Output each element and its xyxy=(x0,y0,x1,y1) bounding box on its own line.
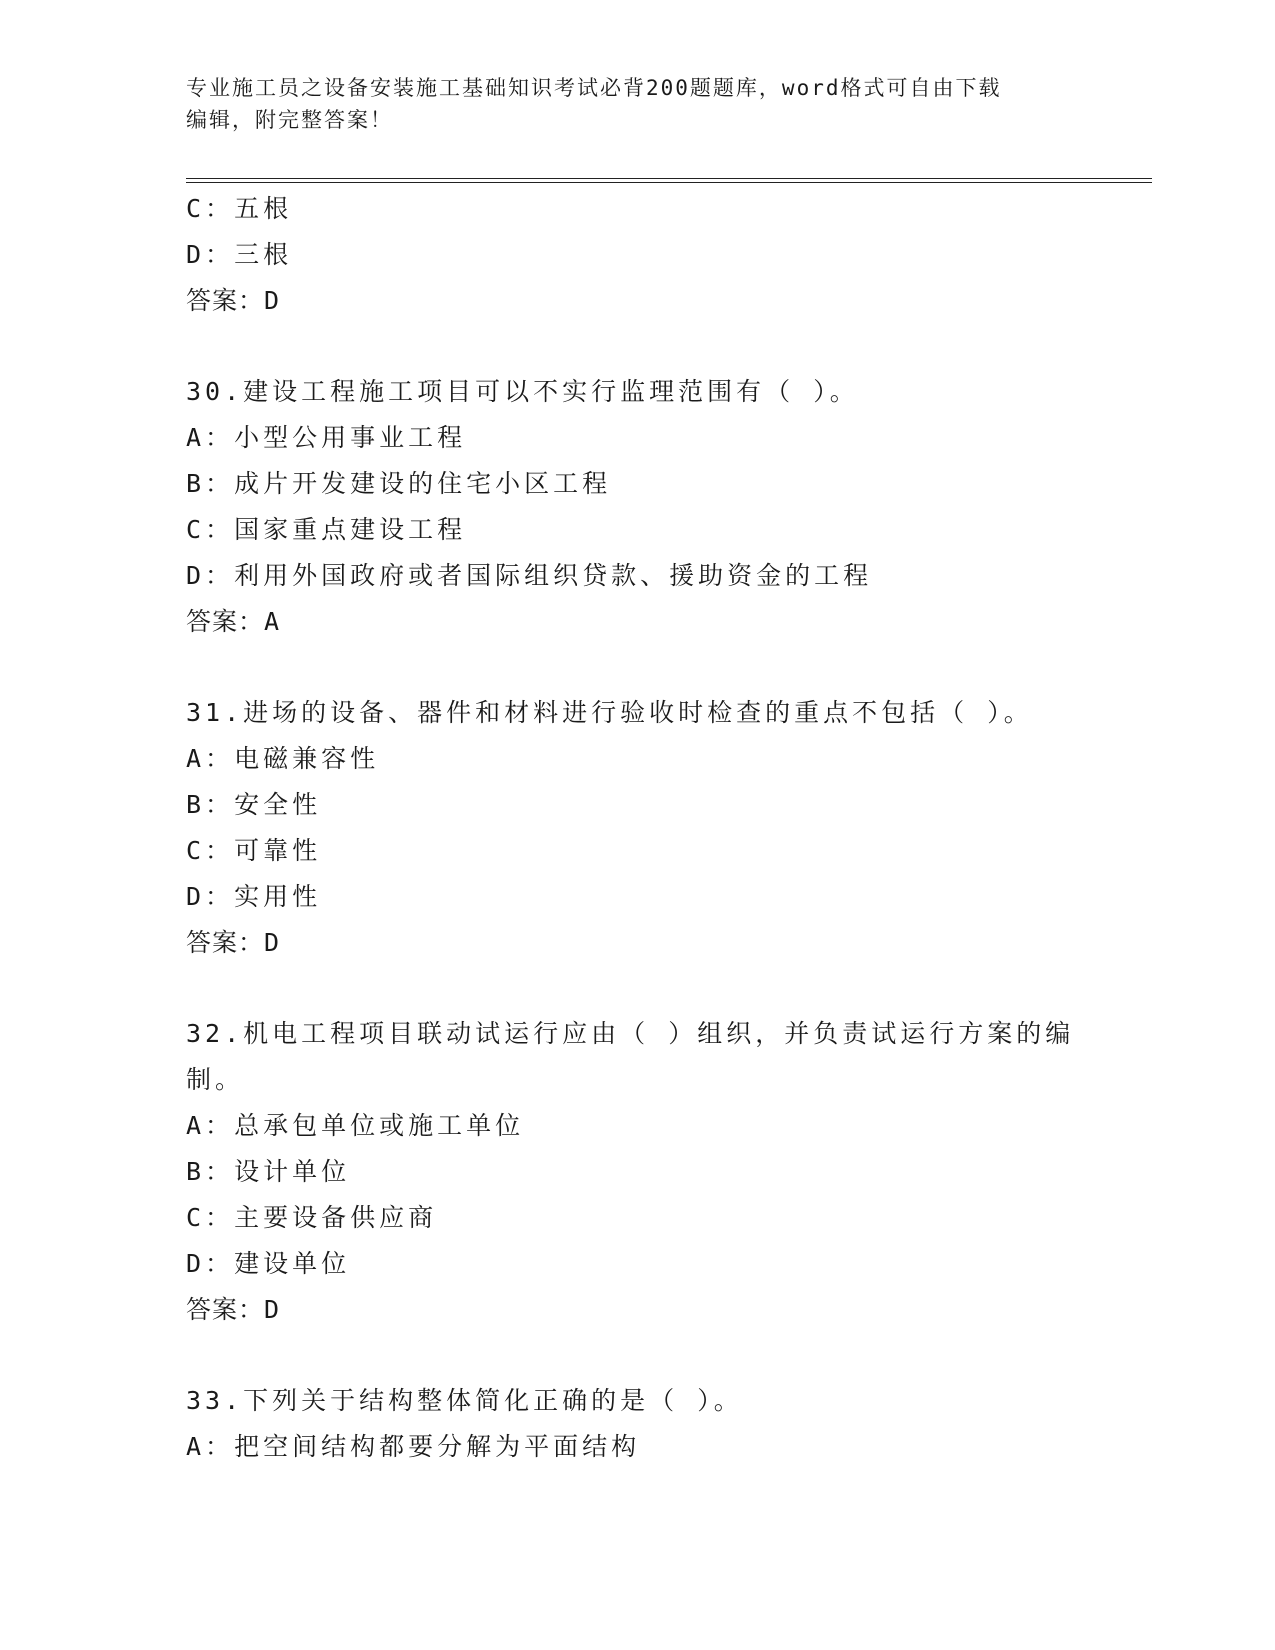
question-31 xyxy=(186,690,1086,966)
answer-line: 答案：D xyxy=(186,928,280,957)
question-33 xyxy=(186,1378,1086,1470)
document-header xyxy=(186,72,1066,136)
question-stem-continued: 制。 xyxy=(186,1065,245,1094)
question-continued xyxy=(186,186,1086,324)
header-line-2: 编辑，附完整答案！ xyxy=(186,108,393,132)
option-a: A：把空间结构都要分解为平面结构 xyxy=(186,1432,641,1461)
option-c: C：主要设备供应商 xyxy=(186,1203,438,1232)
option-c: C：可靠性 xyxy=(186,836,322,865)
option-c: C：五根 xyxy=(186,194,293,223)
option-b: B：安全性 xyxy=(186,790,322,819)
option-d: D：实用性 xyxy=(186,882,322,911)
option-c: C：国家重点建设工程 xyxy=(186,515,467,544)
header-line-1: 专业施工员之设备安装施工基础知识考试必背200题题库，word格式可自由下载 xyxy=(186,76,1002,100)
option-a: A：电磁兼容性 xyxy=(186,744,380,773)
question-stem: 33.下列关于结构整体简化正确的是（ ）。 xyxy=(186,1386,743,1415)
option-d: D：建设单位 xyxy=(186,1249,351,1278)
question-stem: 31.进场的设备、器件和材料进行验收时检查的重点不包括（ ）。 xyxy=(186,698,1033,727)
question-stem: 32.机电工程项目联动试运行应由（ ）组织，并负责试运行方案的编 xyxy=(186,1019,1075,1048)
option-a: A：小型公用事业工程 xyxy=(186,423,467,452)
option-a: A：总承包单位或施工单位 xyxy=(186,1111,525,1140)
option-b: B：设计单位 xyxy=(186,1157,351,1186)
document-body xyxy=(186,186,1086,1470)
answer-line: 答案：A xyxy=(186,607,280,636)
question-32 xyxy=(186,1011,1086,1333)
answer-line: 答案：D xyxy=(186,286,280,315)
option-d: D：利用外国政府或者国际组织贷款、援助资金的工程 xyxy=(186,561,873,590)
question-30 xyxy=(186,369,1086,645)
header-divider-top xyxy=(186,178,1152,179)
answer-line: 答案：D xyxy=(186,1295,280,1324)
option-b: B：成片开发建设的住宅小区工程 xyxy=(186,469,612,498)
question-stem: 30.建设工程施工项目可以不实行监理范围有（ ）。 xyxy=(186,377,859,406)
header-divider-bottom xyxy=(186,182,1152,183)
option-d: D：三根 xyxy=(186,240,293,269)
